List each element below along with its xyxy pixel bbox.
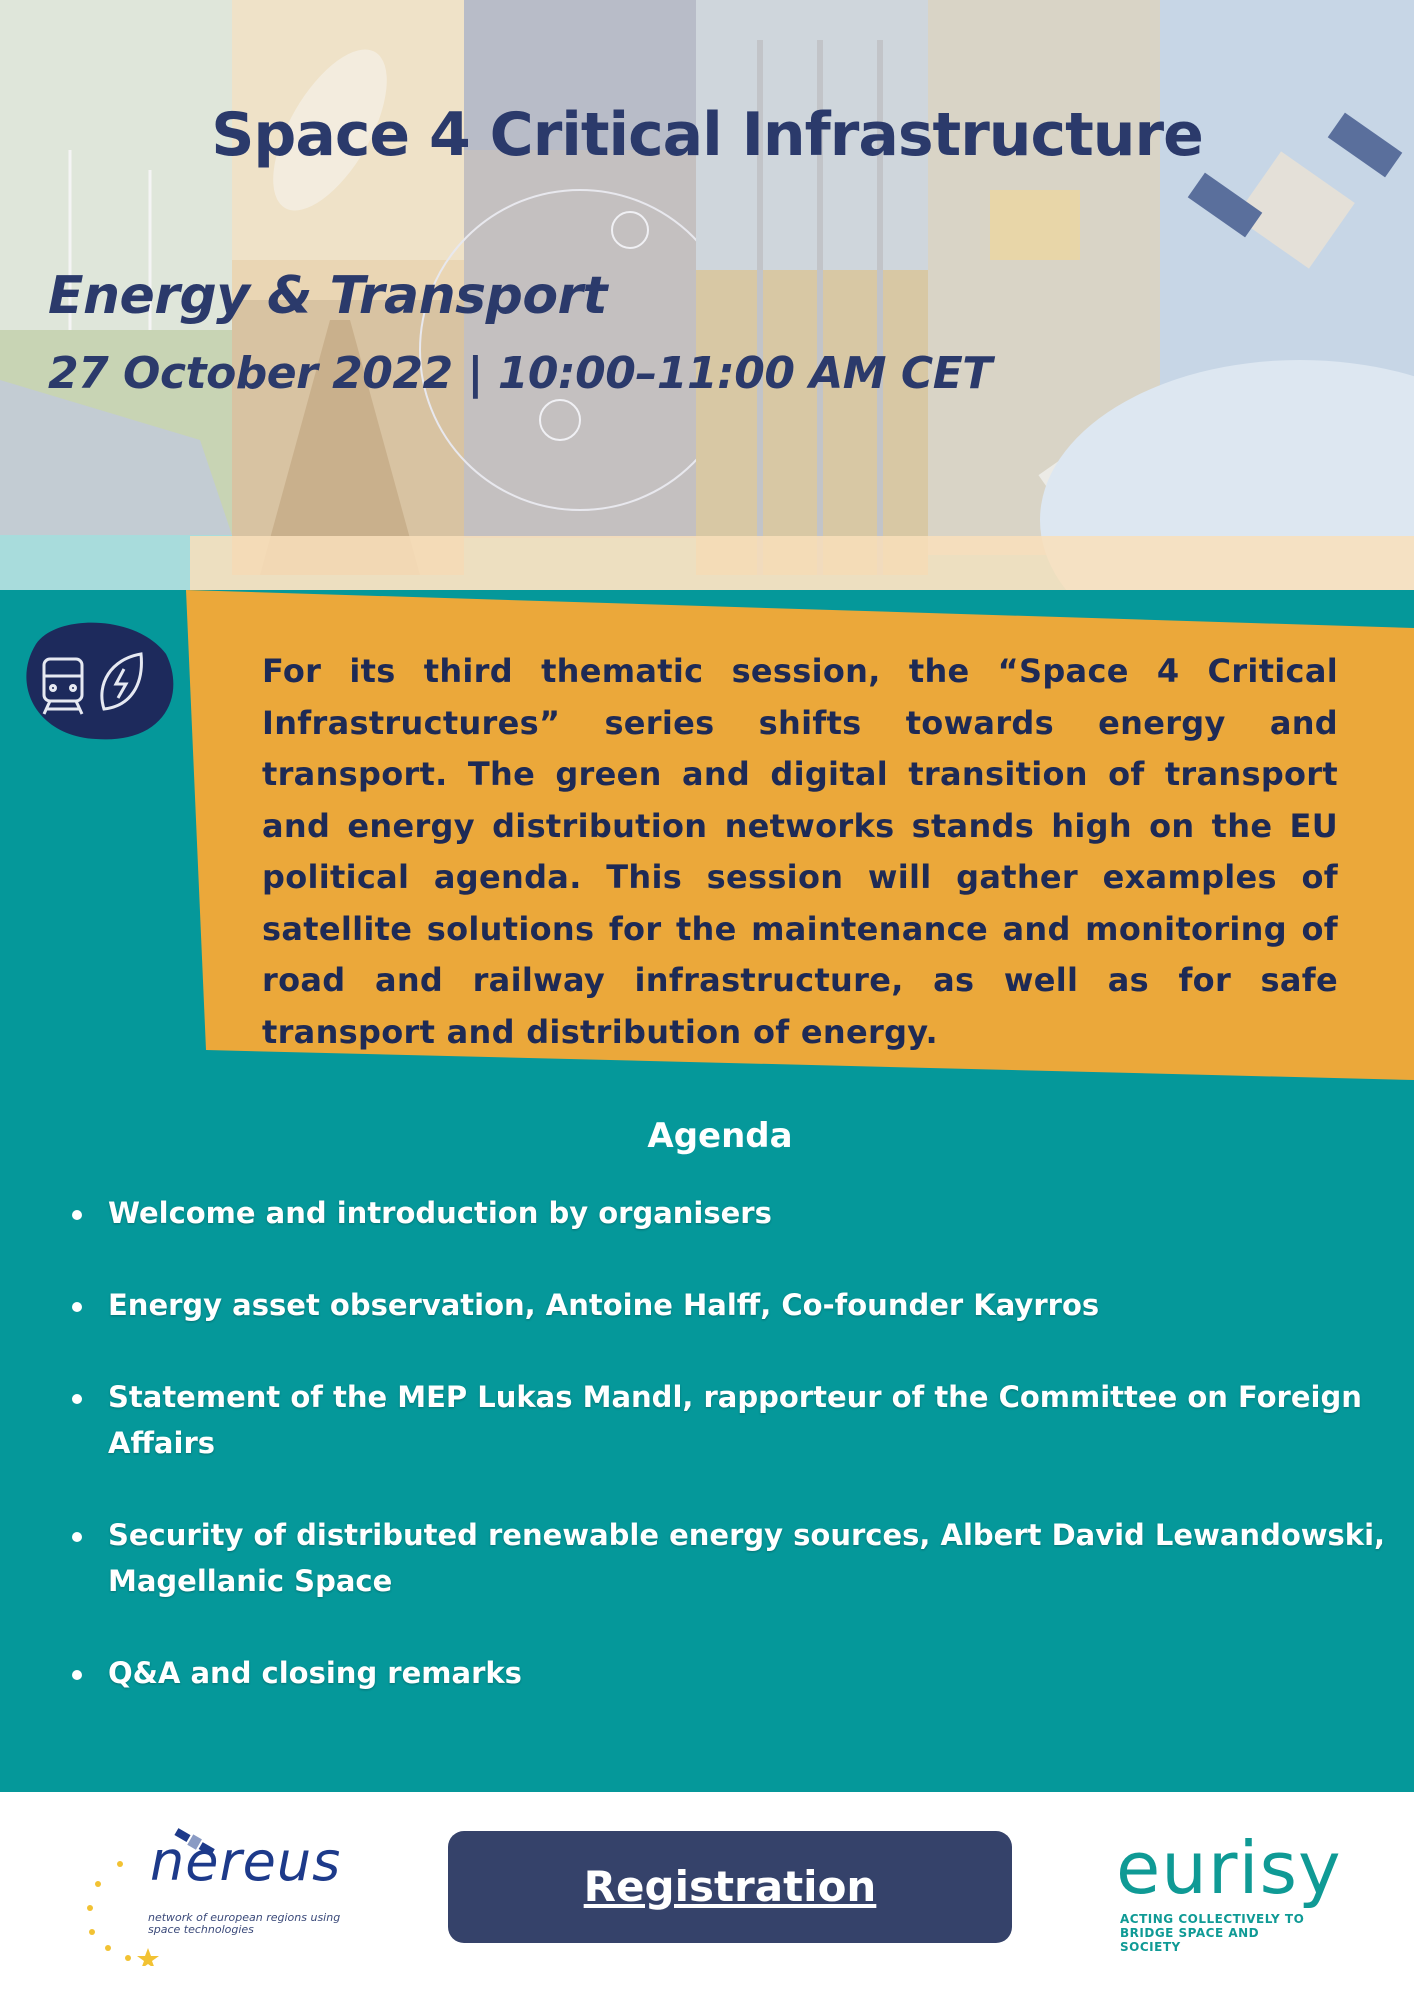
- bullet-icon: [72, 1210, 82, 1220]
- agenda-item: [72, 1374, 1402, 1466]
- agenda-item-text: Statement of the MEP Lukas Mandl, rapporteur of the Committee on Foreign Affairs: [108, 1380, 1362, 1460]
- nereus-tagline: network of european regions using space technologies: [148, 1911, 341, 1936]
- bullet-icon: [72, 1302, 82, 1312]
- agenda-item: [72, 1282, 1402, 1328]
- category-icon-badge: [16, 614, 176, 744]
- agenda-item: [72, 1650, 1402, 1696]
- eurisy-logo-text: eurisy: [1116, 1826, 1342, 1910]
- agenda-item-text: Energy asset observation, Antoine Halff, Co-founder Kayrros: [108, 1288, 1100, 1322]
- agenda-item-text: Welcome and introduction by organisers: [108, 1196, 772, 1230]
- eurisy-tagline: ACTING COLLECTIVELY TO BRIDGE SPACE AND SOCIETY: [1120, 1912, 1305, 1954]
- agenda-item-text: Security of distributed renewable energy sources, Albert David Lewandowski, Magellanic Space: [108, 1518, 1386, 1598]
- bullet-icon: [72, 1394, 82, 1404]
- nereus-logo-text: nereus: [150, 1830, 342, 1893]
- bullet-icon: [72, 1532, 82, 1542]
- registration-button[interactable]: Registration: [448, 1831, 1012, 1943]
- event-date: 27 October 2022 | 10:00–11:00 AM CET: [48, 348, 992, 399]
- bullet-icon: [72, 1670, 82, 1680]
- intro-paragraph: For its third thematic session, the “Space 4 Critical Infrastructures” series shifts towards energy and transport. The green and digital transition of transport and energy distribution networks stands high on the EU political agenda. This session will gather examples of satellite solutions for the maintenance and monitoring of road and railway infrastructure, as well as for safe transport and distribution of energy.: [262, 652, 1338, 1051]
- page-title: Space 4 Critical Infrastructure: [211, 100, 1203, 170]
- agenda-item-text: Q&A and closing remarks: [108, 1656, 522, 1690]
- agenda-item: [72, 1512, 1402, 1604]
- agenda-list: [72, 1190, 1402, 1742]
- event-subtitle: Energy & Transport: [48, 266, 608, 326]
- agenda-item: [72, 1190, 1402, 1236]
- agenda-title: Agenda: [647, 1116, 793, 1156]
